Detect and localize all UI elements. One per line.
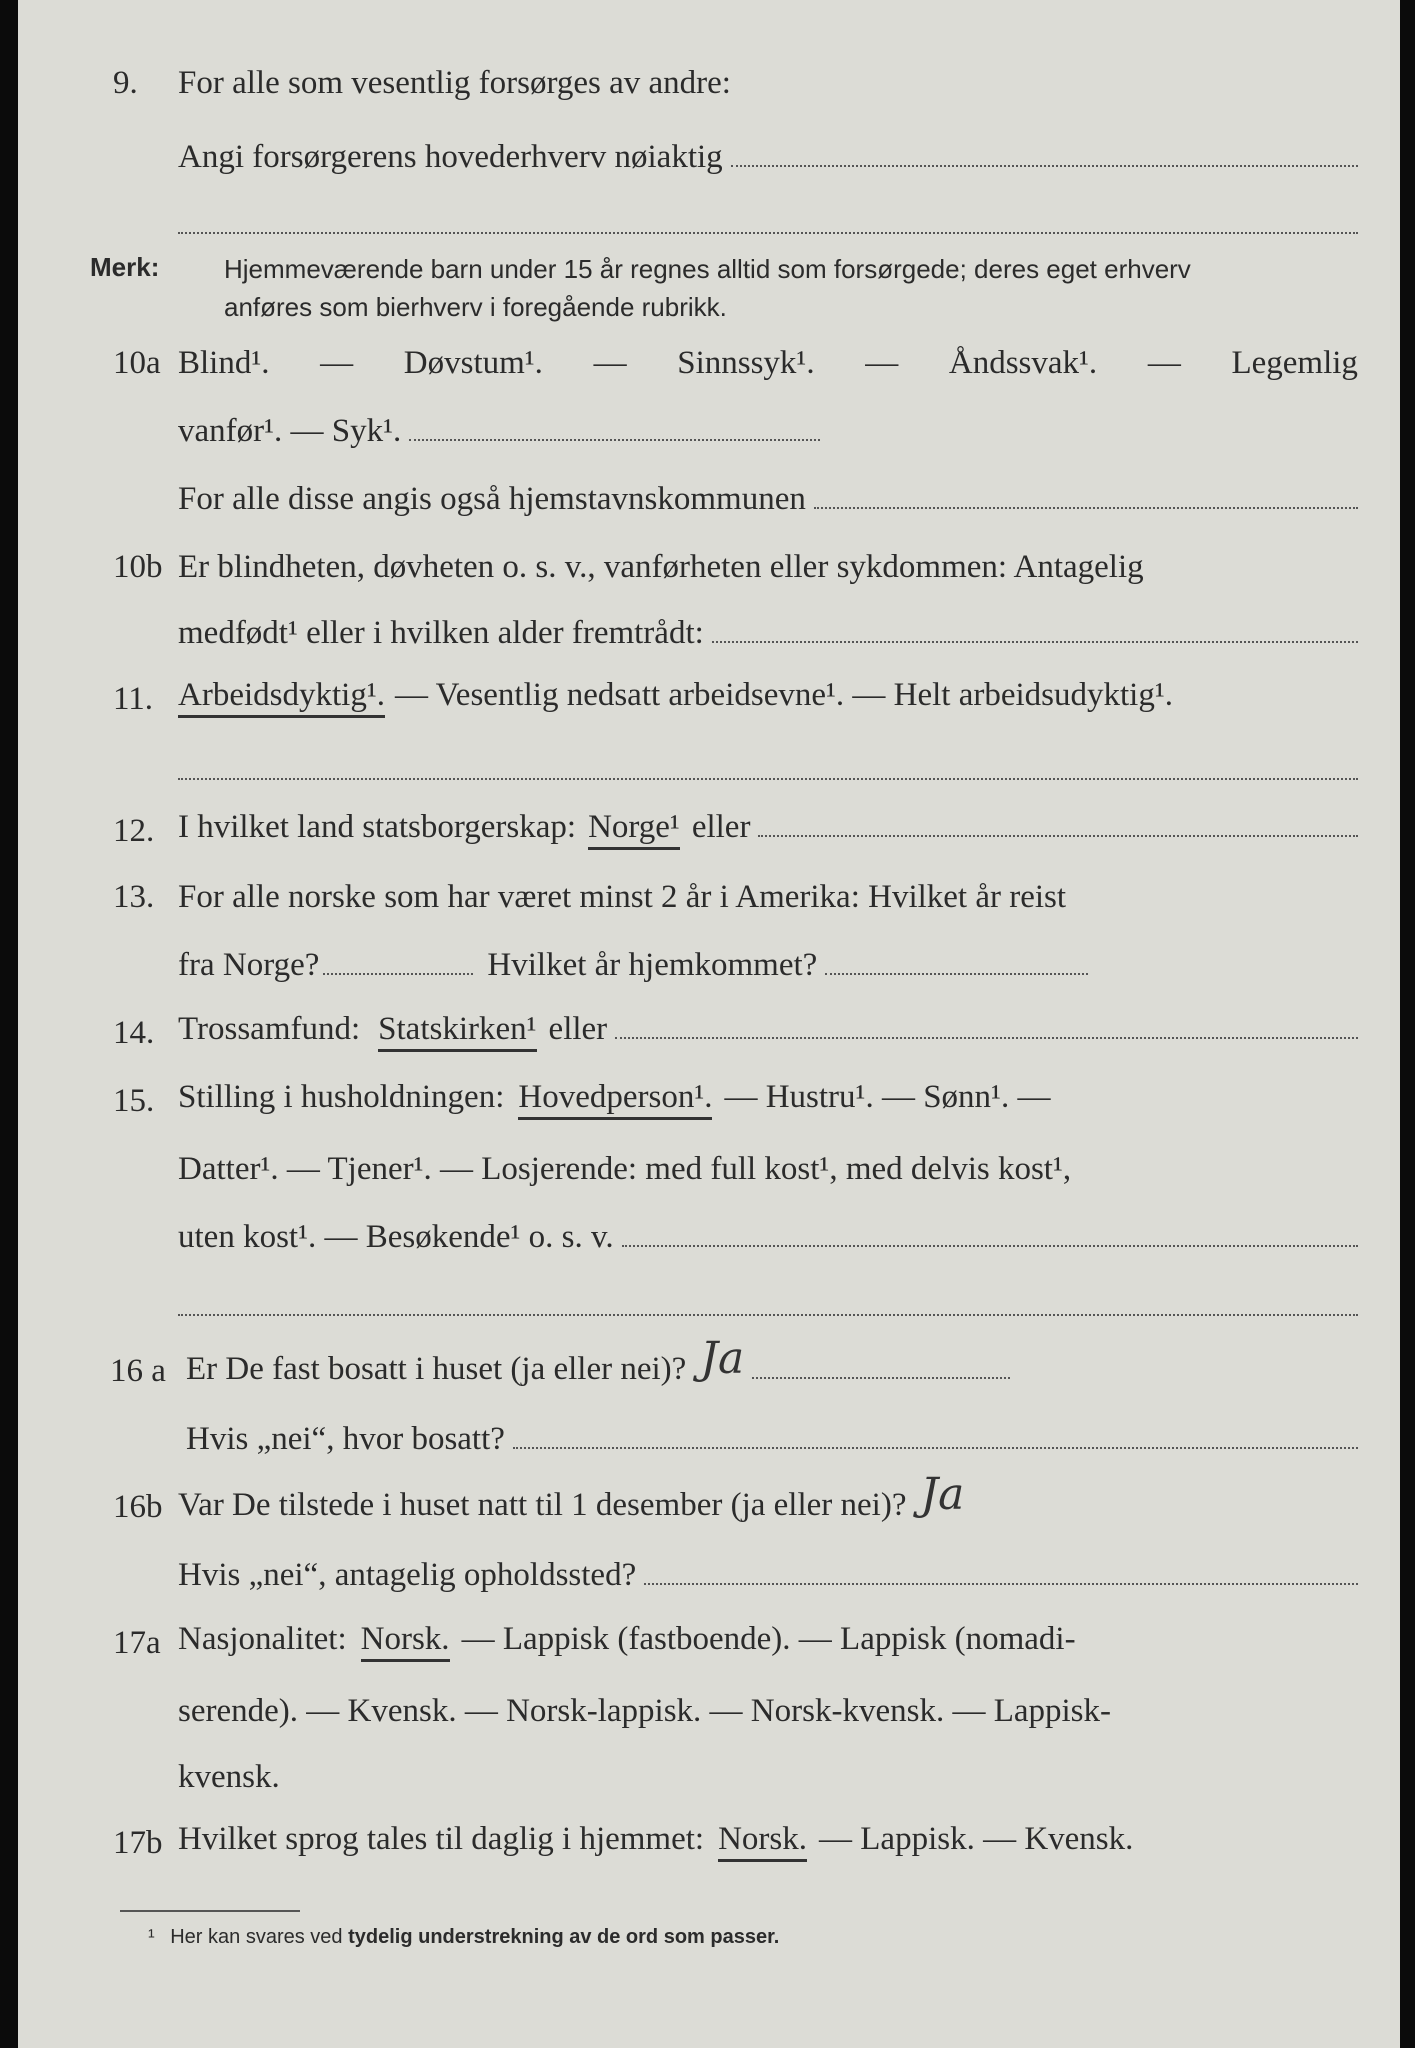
q16b-followup-line[interactable] (644, 1582, 1358, 1585)
q10a-opt-legemlig: Legemlig (1231, 345, 1358, 381)
q15-answer-line[interactable] (622, 1244, 1358, 1247)
q12-row (18, 804, 1400, 864)
q10a-answer-line[interactable] (409, 438, 820, 441)
q17a-selected-norsk[interactable]: Norsk. (361, 1621, 450, 1662)
q15-options-1: — Hustru¹. — Sønn¹. — (724, 1079, 1051, 1115)
q11-other-options: — Vesentlig nedsatt arbeidsevne¹. — Helt arbeidsudyktig¹. (394, 677, 1173, 713)
q12-eller: eller (691, 809, 751, 845)
q17a-options-3: kvensk. (178, 1759, 280, 1795)
q12-number: 12. (113, 813, 155, 849)
q10a-row-3 (18, 472, 1400, 532)
q16b-row-2 (18, 1548, 1400, 1608)
q10b-prompt: medfødt¹ eller i hvilken alder fremtrådt: (178, 615, 704, 651)
q10b-text: Er blindheten, døvheten o. s. v., vanførheten eller sykdommen: Antagelig (178, 549, 1144, 585)
q17a-row (18, 1616, 1400, 1676)
q11-extra-line[interactable] (178, 778, 1358, 780)
q13-reist-prompt: fra Norge? (178, 947, 320, 983)
q13-row (18, 870, 1400, 930)
q9-text: For alle som vesentlig forsørges av andre: (178, 65, 731, 101)
q9-answer-line[interactable] (731, 164, 1358, 167)
q14-eller: eller (548, 1011, 608, 1047)
q16a-number: 16 a (110, 1353, 166, 1389)
q10a-vanfor-syk: vanfør¹. — Syk¹. (178, 413, 402, 449)
q10a-dash: — (593, 345, 627, 381)
q13-hjemkommet-prompt: Hvilket år hjemkommet? (487, 947, 818, 983)
census-form-page (18, 0, 1400, 2048)
footnote-rule (120, 1910, 300, 1912)
q9-extra-line[interactable] (178, 232, 1358, 234)
q9-number: 9. (113, 65, 138, 101)
q13-text: For alle norske som har været minst 2 år i Amerika: Hvilket år reist (178, 879, 1067, 915)
q15-extra-line[interactable] (178, 1314, 1358, 1316)
q15-number: 15. (113, 1083, 155, 1119)
q17b-options: — Lappisk. — Kvensk. (819, 1821, 1134, 1857)
q10a-opt-andssvak: Åndssvak¹. (948, 345, 1098, 381)
q10a-options (178, 345, 1358, 382)
q10a-row (18, 336, 1400, 396)
q10a-opt-dovstum: Døvstum¹. (403, 345, 543, 381)
q17b-number: 17b (113, 1825, 163, 1861)
merk-label: Merk: (90, 252, 160, 282)
q17a-row-2 (18, 1684, 1400, 1744)
q15-row-3 (18, 1210, 1400, 1270)
q14-row (18, 1006, 1400, 1066)
q17a-options-2: serende). — Kvensk. — Norsk-lappisk. — Norsk-kvensk. — Lappisk- (178, 1693, 1112, 1729)
q13-number: 13. (113, 879, 155, 915)
q10b-row (18, 540, 1400, 600)
q10a-opt-sinnssyk: Sinnssyk¹. (677, 345, 815, 381)
footnote (148, 1926, 779, 1949)
q16a-row-2 (18, 1412, 1400, 1472)
q16a-row (18, 1333, 1400, 1404)
q9-row (18, 56, 1400, 116)
q11-number: 11. (113, 681, 154, 717)
q13-hjemkommet-line[interactable] (825, 972, 1088, 975)
q14-selected-statskirken[interactable]: Statskirken¹ (378, 1011, 536, 1052)
q10b-row-2 (18, 606, 1400, 666)
q9-row-2 (18, 130, 1400, 190)
q12-answer-line[interactable] (758, 834, 1358, 837)
footnote-mark: ¹ (148, 1926, 155, 1948)
q14-number: 14. (113, 1015, 155, 1051)
footnote-bold-text: tydelig understrekning av de ord som passer. (348, 1926, 780, 1948)
q17b-selected-norsk[interactable]: Norsk. (718, 1821, 807, 1862)
q13-row-2 (18, 938, 1400, 998)
q16b-handwritten-answer[interactable]: Ja (920, 1469, 965, 1520)
q15-selected-hovedperson[interactable]: Hovedperson¹. (518, 1079, 712, 1120)
q10b-number: 10b (113, 549, 163, 585)
q14-prompt: Trossamfund: (178, 1011, 361, 1047)
q16a-followup: Hvis „nei“, hvor bosatt? (186, 1421, 505, 1457)
q16a-handwritten-answer[interactable]: Ja (700, 1333, 745, 1384)
q17a-number: 17a (113, 1625, 161, 1661)
q11-row (18, 672, 1400, 732)
q12-prompt: I hvilket land statsborgerskap: (178, 809, 577, 845)
merk-line-2: anføres som bierhverv i foregående rubrikk. (224, 292, 727, 322)
merk-note (224, 250, 1358, 326)
q10a-dash: — (1147, 345, 1181, 381)
q15-options-3: uten kost¹. — Besøkende¹ o. s. v. (178, 1219, 614, 1255)
q15-prompt: Stilling i husholdningen: (178, 1079, 505, 1115)
q10a-dash: — (320, 345, 354, 381)
q13-reist-line[interactable] (323, 973, 473, 975)
q10a-hjemstavn-prompt: For alle disse angis også hjemstavnskommunen (178, 481, 806, 517)
q17a-row-3 (18, 1750, 1400, 1810)
q16a-answer-line[interactable] (752, 1376, 1010, 1379)
q10a-dash: — (865, 345, 899, 381)
q10a-row-2 (18, 404, 1400, 464)
q16a-prompt: Er De fast bosatt i huset (ja eller nei)? (186, 1351, 687, 1387)
q17a-prompt: Nasjonalitet: (178, 1621, 347, 1657)
q11-selected-arbeidsdyktig[interactable]: Arbeidsdyktig¹. (178, 677, 385, 718)
q10b-answer-line[interactable] (712, 640, 1358, 643)
q15-options-2: Datter¹. — Tjener¹. — Losjerende: med full kost¹, med delvis kost¹, (178, 1151, 1072, 1187)
q17b-prompt: Hvilket sprog tales til daglig i hjemmet: (178, 1821, 705, 1857)
q10a-opt-blind: Blind¹. (178, 345, 270, 381)
q16b-number: 16b (113, 1489, 163, 1525)
q12-selected-norge[interactable]: Norge¹ (588, 809, 680, 850)
q10a-number: 10a (113, 345, 161, 381)
q16b-followup: Hvis „nei“, antagelig opholdssted? (178, 1557, 637, 1593)
footnote-text: Her kan svares ved (170, 1926, 343, 1948)
q16a-followup-line[interactable] (513, 1446, 1358, 1449)
q9-prompt: Angi forsørgerens hovederhverv nøiaktig (178, 139, 723, 175)
q17a-options-1: — Lappisk (fastboende). — Lappisk (nomadi- (461, 1621, 1076, 1657)
q10a-hjemstavn-line[interactable] (814, 506, 1358, 509)
q14-answer-line[interactable] (615, 1036, 1358, 1039)
q16b-row (18, 1469, 1400, 1540)
q16b-prompt: Var De tilstede i huset natt til 1 desember (ja eller nei)? (178, 1487, 907, 1523)
q15-row-2 (18, 1142, 1400, 1202)
q17b-row (18, 1816, 1400, 1876)
q15-row (18, 1074, 1400, 1134)
merk-line-1: Hjemmeværende barn under 15 år regnes alltid som forsørgede; deres eget erhverv (224, 254, 1191, 284)
